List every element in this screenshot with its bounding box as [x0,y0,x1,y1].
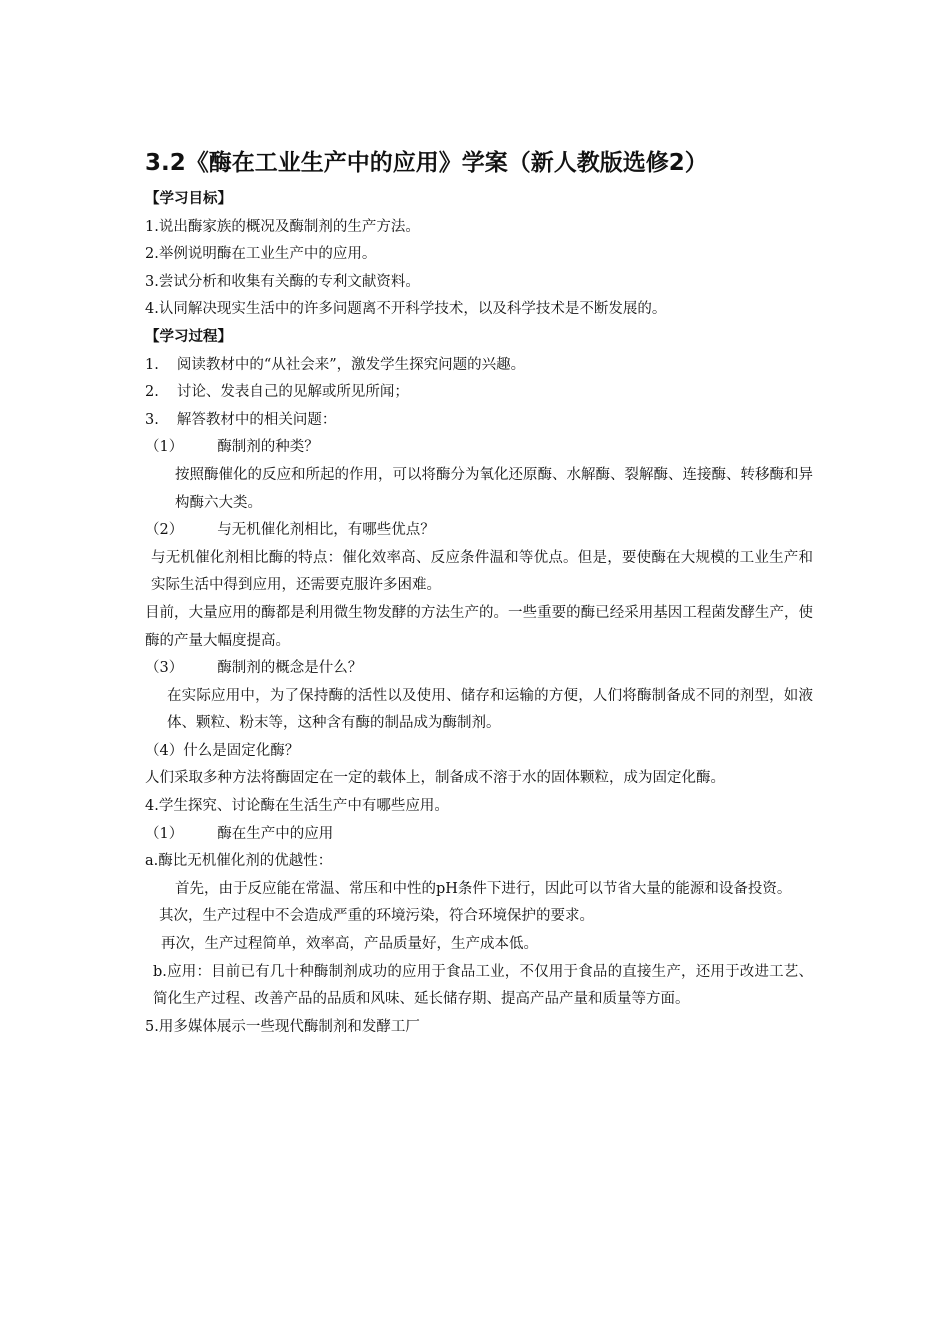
step-text: 讨论、发表自己的见解或所见所闻； [176,384,409,401]
application-paragraph: b.应用：目前已有几十种酶制剂成功的应用于食品工业，不仅用于食品的直接生产，还用于改进工艺、简化生产过程、改善产品的品质和风味、延长储存期、提高产品产量和质量等方面。 [153,963,813,1008]
advantage-heading: a.酶比无机催化剂的优越性： [145,853,333,870]
process-step [145,379,813,407]
objectives-heading: 【学习目标】 [145,191,232,207]
process-step: 5.用多媒体展示一些现代酶制剂和发酵工厂 [145,1018,420,1035]
answer-2-continued: 目前，大量应用的酶都是利用微生物发酵的方法生产的。一些重要的酶已经采用基因工程菌发酵生产，使酶的产量大幅度提高。 [145,604,813,649]
objective-item: 1.说出酶家族的概况及酶制剂的生产方法。 [145,218,420,235]
question-number: （2） [145,522,184,539]
question-4: （4）什么是固定化酶？ [145,742,300,759]
question-text: 与无机催化剂相比，有哪些优点？ [217,522,435,539]
document-page [145,146,813,1041]
step-text: 阅读教材中的“从社会来”，激发学生探究问题的兴趣。 [176,356,526,373]
question-5 [145,821,813,849]
objective-item: 3.尝试分析和收集有关酶的专利文献资料。 [145,273,420,290]
step-text: 解答教材中的相关问题： [176,411,337,428]
advantage-second: 其次，生产过程中不会造成严重的环境污染，符合环境保护的要求。 [159,908,594,925]
answer-1: 按照酶催化的反应和所起的作用，可以将酶分为氧化还原酶、水解酶、裂解酶、连接酶、转移酶和异构酶六大类。 [175,466,813,511]
question-number: （1） [145,439,184,456]
process-step: 4.学生探究、讨论酶在生活生产中有哪些应用。 [145,798,449,815]
step-number: 1. [145,356,159,373]
question-text: 酶制剂的种类？ [217,439,319,456]
question-number: （1） [145,825,184,842]
step-number: 2. [145,384,159,401]
question-text: 酶制剂的概念是什么？ [217,660,363,677]
question-text: 酶在生产中的应用 [217,825,334,842]
answer-2: 与无机催化剂相比酶的特点：催化效率高、反应条件温和等优点。但是，要使酶在大规模的工业生产和实际生活中得到应用，还需要克服许多困难。 [151,549,813,594]
question-number: （3） [145,660,184,677]
objective-item: 2.举例说明酶在工业生产中的应用。 [145,246,377,263]
question-2 [145,517,813,545]
objective-item: 4.认同解决现实生活中的许多问题离不开科学技术，以及科学技术是不断发展的。 [145,301,667,318]
step-number: 3. [145,411,159,428]
document-title: 3.2《酶在工业生产中的应用》学案（新人教版选修2） [145,150,708,176]
advantage-third: 再次，生产过程简单，效率高，产品质量好，生产成本低。 [161,936,538,953]
process-step [145,352,813,380]
answer-3: 在实际应用中，为了保持酶的活性以及使用、储存和运输的方便，人们将酶制备成不同的剂型，如液体、颗粒、粉末等，这种含有酶的制品成为酶制剂。 [167,687,813,732]
answer-4: 人们采取多种方法将酶固定在一定的载体上，制备成不溶于水的固体颗粒，成为固定化酶。 [145,770,725,787]
process-heading: 【学习过程】 [145,328,232,345]
question-1 [145,434,813,462]
question-3 [145,655,813,683]
process-step [145,407,813,435]
advantage-first: 首先，由于反应能在常温、常压和中性的pH条件下进行，因此可以节省大量的能源和设备投资。 [175,880,792,897]
